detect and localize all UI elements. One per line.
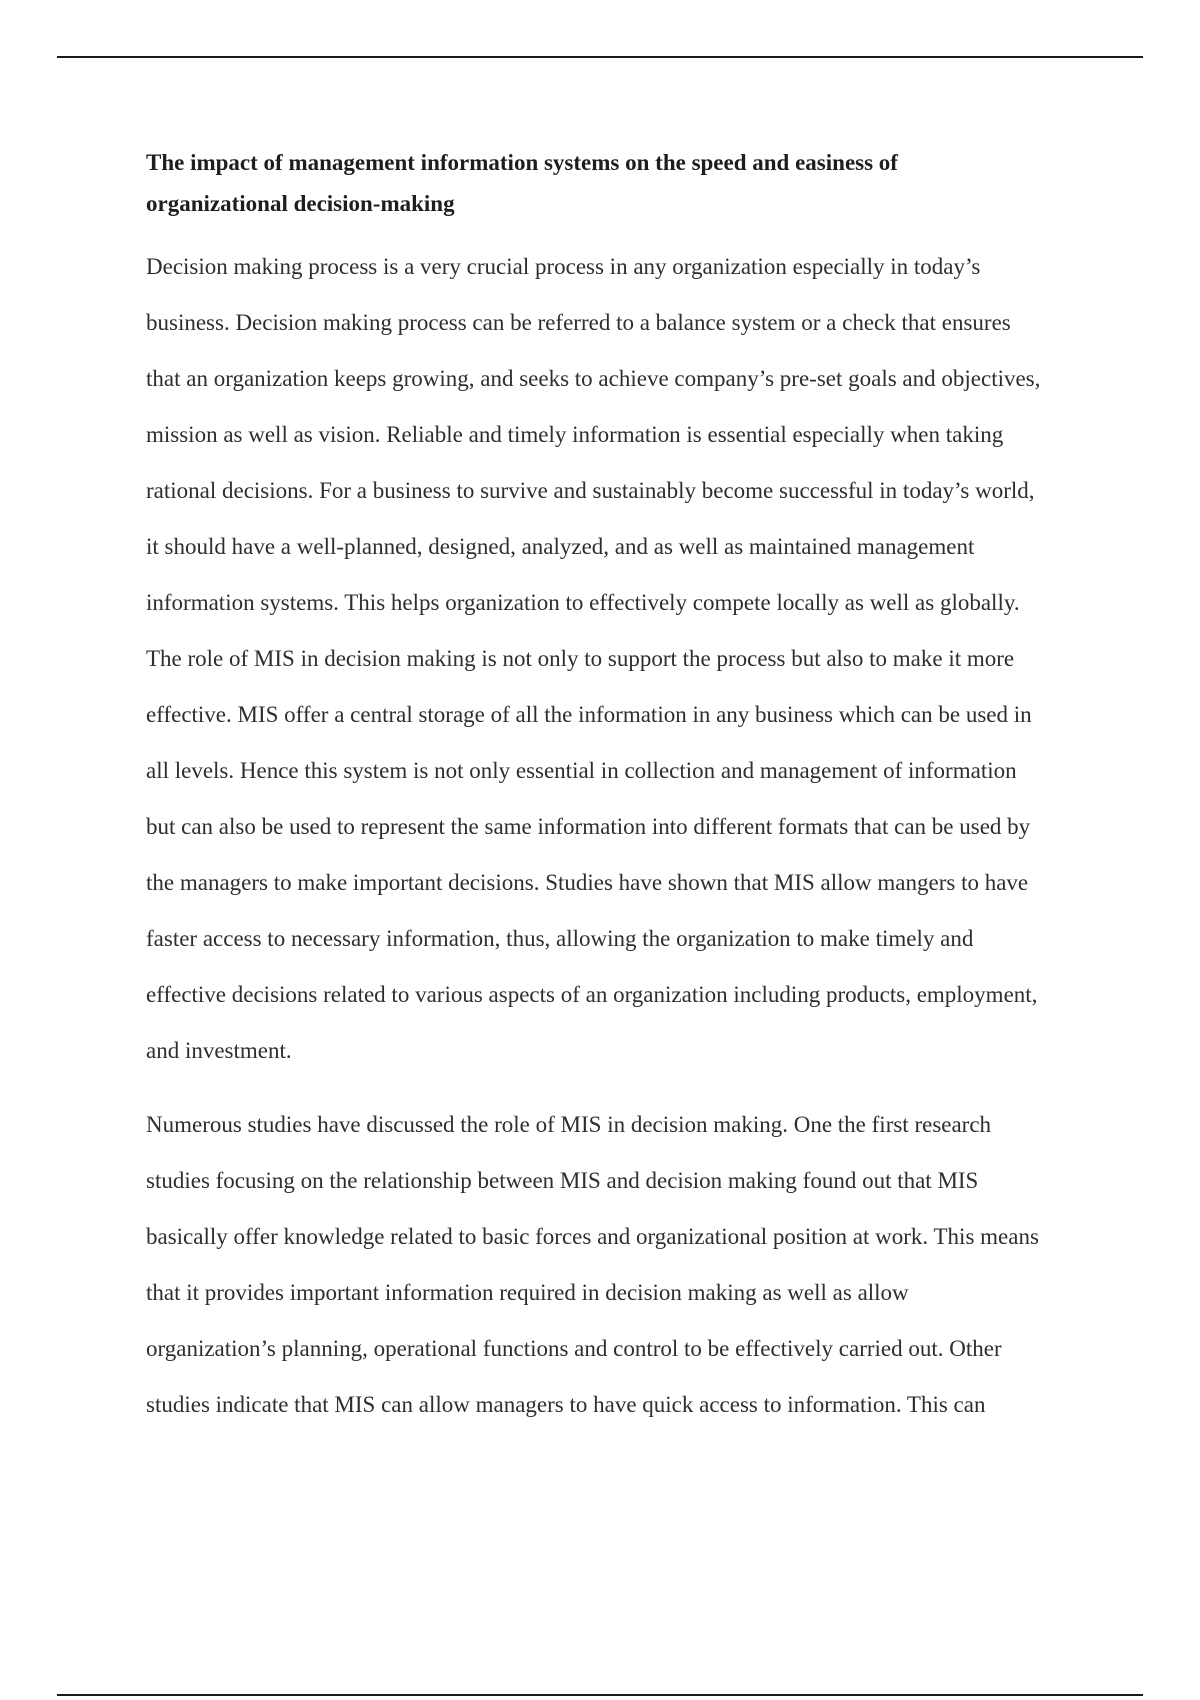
text-line: Numerous studies have discussed the role of MIS in decision making. One the first research: [146, 1112, 992, 1137]
paragraph-1: [146, 239, 1096, 1079]
text-line: faster access to necessary information, thus, allowing the organization to make timely and: [146, 926, 974, 951]
text-line: Decision making process is a very crucial process in any organization especially in today’s: [146, 254, 981, 279]
footer-rule: [57, 1694, 1143, 1696]
text-line: the managers to make important decisions. Studies have shown that MIS allow mangers to have: [146, 870, 1029, 895]
text-line: and investment.: [146, 1038, 292, 1063]
text-line: but can also be used to represent the same information into different formats that can be used by: [146, 814, 1031, 839]
text-line: mission as well as vision. Reliable and timely information is essential especially when taking: [146, 422, 1004, 447]
text-line: The role of MIS in decision making is not only to support the process but also to make it more: [146, 646, 1015, 671]
document-body: [146, 142, 1096, 1433]
title-line: organizational decision-making: [146, 191, 455, 216]
text-line: studies indicate that MIS can allow managers to have quick access to information. This can: [146, 1392, 986, 1417]
document-title: [146, 142, 1096, 224]
text-line: studies focusing on the relationship between MIS and decision making found out that MIS: [146, 1168, 979, 1193]
text-line: it should have a well-planned, designed, analyzed, and as well as maintained management: [146, 534, 975, 559]
header-rule: [57, 56, 1143, 58]
text-line: organization’s planning, operational functions and control to be effectively carried out. Other: [146, 1336, 1002, 1361]
title-line: The impact of management information systems on the speed and easiness of: [146, 150, 898, 175]
text-line: rational decisions. For a business to survive and sustainably become successful in today’s world,: [146, 478, 1035, 503]
text-line: information systems. This helps organization to effectively compete locally as well as globally.: [146, 590, 1020, 615]
text-line: that it provides important information required in decision making as well as allow: [146, 1280, 909, 1305]
text-line: business. Decision making process can be referred to a balance system or a check that ensures: [146, 310, 1011, 335]
text-line: that an organization keeps growing, and seeks to achieve company’s pre-set goals and objectives,: [146, 366, 1041, 391]
text-line: effective. MIS offer a central storage of all the information in any business which can be used in: [146, 702, 1032, 727]
text-line: effective decisions related to various aspects of an organization including products, employment,: [146, 982, 1038, 1007]
text-line: basically offer knowledge related to basic forces and organizational position at work. This means: [146, 1224, 1039, 1249]
text-line: all levels. Hence this system is not only essential in collection and management of information: [146, 758, 1017, 783]
paragraph-2: [146, 1097, 1096, 1433]
